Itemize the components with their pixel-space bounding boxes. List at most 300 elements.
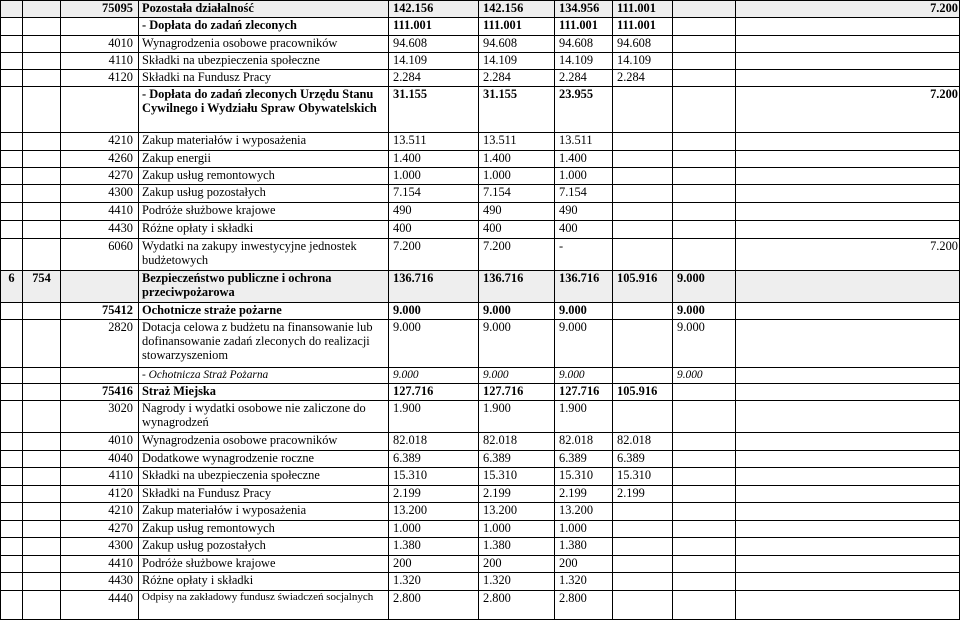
expenses-cell: 2.284 [479,70,555,87]
chapter-cell [1,53,23,70]
description-cell: Zakup materiałów i wyposażenia [139,133,389,151]
expenses-cell: 13.511 [479,133,555,151]
property-cell [736,320,960,368]
expenses-cell: 136.716 [479,271,555,303]
table-row [1,221,960,239]
plan-cell: 1.900 [389,401,479,433]
paragraph-cell: 4040 [61,451,139,468]
chapter-cell [1,185,23,203]
chapter-cell [1,151,23,168]
table-row [1,87,960,133]
property-cell [736,271,960,303]
plan-cell: 7.200 [389,239,479,271]
grants-cell [673,433,736,451]
paragraph-cell: 2820 [61,320,139,368]
chapter-cell [1,538,23,556]
salaries-cell: 94.608 [613,36,673,53]
description-cell: Odpisy na zakładowy fundusz świadczeń socjalnych [139,591,389,620]
description-cell: Wynagrodzenia osobowe pracowników [139,433,389,451]
section-cell [23,538,61,556]
salaries-cell [613,556,673,573]
plan-cell: 14.109 [389,53,479,70]
current-cell: 127.716 [555,384,613,401]
salaries-cell [613,591,673,620]
salaries-cell [613,168,673,185]
table-row [1,521,960,538]
property-cell: 7.200 [736,1,960,18]
grants-cell [673,468,736,486]
grants-cell [673,1,736,18]
paragraph-cell: 4010 [61,36,139,53]
table-row [1,368,960,384]
section-cell [23,591,61,620]
plan-cell: 127.716 [389,384,479,401]
section-cell [23,401,61,433]
current-cell: 7.154 [555,185,613,203]
salaries-cell: 105.916 [613,384,673,401]
grants-cell: 9.000 [673,271,736,303]
property-cell [736,486,960,503]
expenses-cell: 2.199 [479,486,555,503]
chapter-cell [1,168,23,185]
current-cell: 13.511 [555,133,613,151]
grants-cell [673,486,736,503]
table-row [1,451,960,468]
table-row [1,556,960,573]
table-row [1,239,960,271]
plan-cell: 9.000 [389,303,479,320]
description-cell: Podróże służbowe krajowe [139,203,389,221]
salaries-cell [613,221,673,239]
property-cell: 7.200 [736,87,960,133]
chapter-cell [1,401,23,433]
chapter-cell: 6 [1,271,23,303]
plan-cell: 15.310 [389,468,479,486]
grants-cell [673,151,736,168]
description-cell: Nagrody i wydatki osobowe nie zaliczone do wynagrodzeń [139,401,389,433]
current-cell: 13.200 [555,503,613,521]
property-cell [736,521,960,538]
table-row [1,151,960,168]
property-cell [736,468,960,486]
table-row [1,320,960,368]
property-cell [736,70,960,87]
plan-cell: 2.800 [389,591,479,620]
current-cell: 2.284 [555,70,613,87]
expenses-cell: 1.000 [479,521,555,538]
salaries-cell [613,185,673,203]
paragraph-cell: 4010 [61,433,139,451]
plan-cell: 490 [389,203,479,221]
property-cell [736,556,960,573]
budget-rows [1,1,960,620]
expenses-cell: 31.155 [479,87,555,133]
current-cell: 9.000 [555,303,613,320]
salaries-cell: 105.916 [613,271,673,303]
current-cell: 2.800 [555,591,613,620]
table-row [1,1,960,18]
table-row [1,133,960,151]
plan-cell: 2.199 [389,486,479,503]
description-cell: Pozostała działalność [139,1,389,18]
paragraph-cell: 4120 [61,486,139,503]
chapter-cell [1,133,23,151]
table-row [1,70,960,87]
plan-cell: 200 [389,556,479,573]
table-row [1,503,960,521]
section-cell [23,221,61,239]
grants-cell [673,503,736,521]
table-row [1,433,960,451]
description-cell: Zakup materiałów i wyposażenia [139,503,389,521]
expenses-cell: 82.018 [479,433,555,451]
current-cell: 14.109 [555,53,613,70]
paragraph-cell: 75095 [61,1,139,18]
expenses-cell: 7.154 [479,185,555,203]
chapter-cell [1,556,23,573]
paragraph-cell: 4210 [61,133,139,151]
expenses-cell: 6.389 [479,451,555,468]
section-cell [23,303,61,320]
grants-cell: 9.000 [673,320,736,368]
description-cell: Dodatkowe wynagrodzenie roczne [139,451,389,468]
expenses-cell: 400 [479,221,555,239]
description-cell: Składki na ubezpieczenia społeczne [139,53,389,70]
salaries-cell [613,239,673,271]
table-row [1,468,960,486]
table-row [1,36,960,53]
current-cell: - [555,239,613,271]
grants-cell [673,521,736,538]
current-cell: 9.000 [555,320,613,368]
salaries-cell [613,401,673,433]
paragraph-cell: 4120 [61,70,139,87]
section-cell [23,239,61,271]
property-cell [736,303,960,320]
current-cell: 1.320 [555,573,613,591]
grants-cell [673,36,736,53]
expenses-cell: 9.000 [479,303,555,320]
current-cell: 2.199 [555,486,613,503]
plan-cell: 400 [389,221,479,239]
paragraph-cell: 4410 [61,556,139,573]
expenses-cell: 127.716 [479,384,555,401]
section-cell [23,53,61,70]
paragraph-cell: 4270 [61,168,139,185]
property-cell [736,133,960,151]
section-cell: 754 [23,271,61,303]
grants-cell [673,203,736,221]
current-cell: 6.389 [555,451,613,468]
description-cell: Ochotnicze straże pożarne [139,303,389,320]
paragraph-cell: 4410 [61,203,139,221]
plan-cell: 142.156 [389,1,479,18]
salaries-cell: 6.389 [613,451,673,468]
current-cell: 134.956 [555,1,613,18]
paragraph-cell: 4430 [61,573,139,591]
plan-cell: 1.320 [389,573,479,591]
paragraph-cell: 4300 [61,538,139,556]
plan-cell: 94.608 [389,36,479,53]
property-cell [736,151,960,168]
salaries-cell: 2.199 [613,486,673,503]
expenses-cell: 142.156 [479,1,555,18]
plan-cell: 1.400 [389,151,479,168]
grants-cell [673,591,736,620]
chapter-cell [1,203,23,221]
salaries-cell [613,521,673,538]
section-cell [23,151,61,168]
expenses-cell: 9.000 [479,368,555,384]
plan-cell: 9.000 [389,368,479,384]
chapter-cell [1,451,23,468]
grants-cell [673,185,736,203]
paragraph-cell [61,368,139,384]
description-cell: Składki na Fundusz Pracy [139,486,389,503]
chapter-cell [1,486,23,503]
section-cell [23,168,61,185]
section-cell [23,486,61,503]
chapter-cell [1,36,23,53]
plan-cell: 136.716 [389,271,479,303]
section-cell [23,185,61,203]
paragraph-cell [61,87,139,133]
property-cell [736,433,960,451]
salaries-cell [613,368,673,384]
property-cell [736,203,960,221]
expenses-cell: 7.200 [479,239,555,271]
table-row [1,384,960,401]
grants-cell: 9.000 [673,303,736,320]
chapter-cell [1,503,23,521]
chapter-cell [1,1,23,18]
chapter-cell [1,320,23,368]
description-cell: Wynagrodzenia osobowe pracowników [139,36,389,53]
chapter-cell [1,303,23,320]
expenses-cell: 1.000 [479,168,555,185]
paragraph-cell: 75412 [61,303,139,320]
property-cell [736,538,960,556]
plan-cell: 13.511 [389,133,479,151]
plan-cell: 2.284 [389,70,479,87]
paragraph-cell [61,18,139,36]
current-cell: 400 [555,221,613,239]
paragraph-cell: 4430 [61,221,139,239]
chapter-cell [1,433,23,451]
current-cell: 9.000 [555,368,613,384]
description-cell: - Dopłata do zadań zleconych Urzędu Stanu Cywilnego i Wydziału Spraw Obywatelskich [139,87,389,133]
grants-cell [673,53,736,70]
expenses-cell: 111.001 [479,18,555,36]
section-cell [23,521,61,538]
description-cell: Zakup usług pozostałych [139,538,389,556]
property-cell [736,451,960,468]
description-cell: - Dopłata do zadań zleconych [139,18,389,36]
paragraph-cell: 4110 [61,53,139,70]
current-cell: 15.310 [555,468,613,486]
description-cell: Wydatki na zakupy inwestycyjne jednostek budżetowych [139,239,389,271]
current-cell: 200 [555,556,613,573]
current-cell: 23.955 [555,87,613,133]
expenses-cell: 1.380 [479,538,555,556]
description-cell: Składki na Fundusz Pracy [139,70,389,87]
property-cell [736,384,960,401]
section-cell [23,1,61,18]
salaries-cell: 15.310 [613,468,673,486]
current-cell: 1.000 [555,168,613,185]
property-cell [736,503,960,521]
paragraph-cell: 3020 [61,401,139,433]
chapter-cell [1,384,23,401]
grants-cell [673,18,736,36]
plan-cell: 13.200 [389,503,479,521]
chapter-cell [1,221,23,239]
expenses-cell: 94.608 [479,36,555,53]
description-cell: Zakup usług pozostałych [139,185,389,203]
table-row [1,303,960,320]
property-cell [736,401,960,433]
section-cell [23,70,61,87]
current-cell: 111.001 [555,18,613,36]
expenses-cell: 13.200 [479,503,555,521]
description-cell: Różne opłaty i składki [139,573,389,591]
paragraph-cell: 4300 [61,185,139,203]
plan-cell: 1.380 [389,538,479,556]
chapter-cell [1,18,23,36]
expenses-cell: 2.800 [479,591,555,620]
section-cell [23,368,61,384]
grants-cell: 9.000 [673,368,736,384]
section-cell [23,468,61,486]
grants-cell [673,239,736,271]
plan-cell: 7.154 [389,185,479,203]
expenses-cell: 490 [479,203,555,221]
property-cell [736,185,960,203]
description-cell: Składki na ubezpieczenia społeczne [139,468,389,486]
current-cell: 82.018 [555,433,613,451]
grants-cell [673,401,736,433]
grants-cell [673,451,736,468]
plan-cell: 9.000 [389,320,479,368]
paragraph-cell: 4270 [61,521,139,538]
plan-cell: 1.000 [389,521,479,538]
paragraph-cell: 4210 [61,503,139,521]
table-row [1,486,960,503]
paragraph-cell: 75416 [61,384,139,401]
paragraph-cell: 6060 [61,239,139,271]
section-cell [23,203,61,221]
table-row [1,168,960,185]
current-cell: 490 [555,203,613,221]
expenses-cell: 1.400 [479,151,555,168]
plan-cell: 1.000 [389,168,479,185]
description-cell: - Ochotnicza Straż Pożarna [139,368,389,384]
property-cell: 7.200 [736,239,960,271]
salaries-cell [613,151,673,168]
description-cell: Straż Miejska [139,384,389,401]
salaries-cell [613,87,673,133]
grants-cell [673,87,736,133]
expenses-cell: 1.320 [479,573,555,591]
grants-cell [673,221,736,239]
current-cell: 1.400 [555,151,613,168]
property-cell [736,368,960,384]
section-cell [23,18,61,36]
table-row [1,591,960,620]
section-cell [23,384,61,401]
expenses-cell: 14.109 [479,53,555,70]
paragraph-cell: 4440 [61,591,139,620]
salaries-cell: 14.109 [613,53,673,70]
table-row [1,185,960,203]
section-cell [23,87,61,133]
salaries-cell [613,303,673,320]
salaries-cell [613,503,673,521]
plan-cell: 82.018 [389,433,479,451]
grants-cell [673,168,736,185]
current-cell: 136.716 [555,271,613,303]
salaries-cell: 2.284 [613,70,673,87]
current-cell: 94.608 [555,36,613,53]
chapter-cell [1,70,23,87]
plan-cell: 31.155 [389,87,479,133]
property-cell [736,168,960,185]
grants-cell [673,384,736,401]
paragraph-cell: 4110 [61,468,139,486]
table-row [1,401,960,433]
section-cell [23,320,61,368]
chapter-cell [1,521,23,538]
description-cell: Dotacja celowa z budżetu na finansowanie lub dofinansowanie zadań zleconych do realizacji stowarzyszeniom [139,320,389,368]
chapter-cell [1,468,23,486]
grants-cell [673,133,736,151]
expenses-cell: 15.310 [479,468,555,486]
section-cell [23,36,61,53]
current-cell: 1.000 [555,521,613,538]
property-cell [736,18,960,36]
description-cell: Bezpieczeństwo publiczne i ochrona przeciwpożarowa [139,271,389,303]
description-cell: Różne opłaty i składki [139,221,389,239]
table-row [1,18,960,36]
chapter-cell [1,239,23,271]
section-cell [23,133,61,151]
table-row [1,538,960,556]
section-cell [23,556,61,573]
paragraph-cell [61,271,139,303]
plan-cell: 111.001 [389,18,479,36]
chapter-cell [1,368,23,384]
plan-cell: 6.389 [389,451,479,468]
current-cell: 1.900 [555,401,613,433]
description-cell: Zakup usług remontowych [139,521,389,538]
table-row [1,53,960,70]
property-cell [736,221,960,239]
property-cell [736,36,960,53]
salaries-cell [613,538,673,556]
description-cell: Zakup usług remontowych [139,168,389,185]
salaries-cell [613,133,673,151]
paragraph-cell: 4260 [61,151,139,168]
property-cell [736,53,960,70]
table-row [1,271,960,303]
salaries-cell [613,320,673,368]
section-cell [23,433,61,451]
salaries-cell: 82.018 [613,433,673,451]
section-cell [23,503,61,521]
chapter-cell [1,591,23,620]
chapter-cell [1,87,23,133]
expenses-cell: 1.900 [479,401,555,433]
